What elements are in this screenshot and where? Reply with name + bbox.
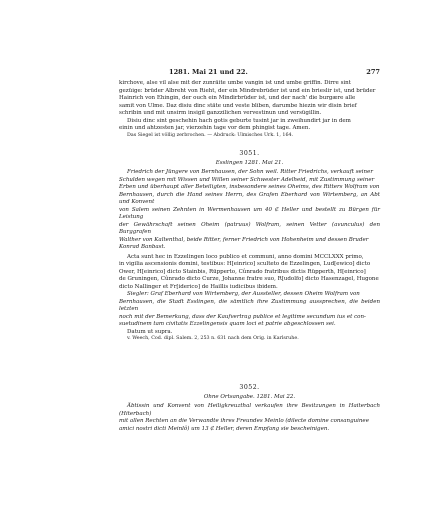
seal-description [119,291,380,329]
page-header [119,68,380,78]
document-body [119,254,380,292]
seal-note: Das Siegel ist völlig zerbrochen. — Abdruck: Ulmisches Urk. 1, 164. [127,132,294,138]
summary-line: amici nostri dicti Meinlô) um 13 ₡ Heller, deren Empfang sie bescheinigen. [119,425,330,432]
text-line: schribin und mit unsirm insigil ganzzilichen vervestinun und versügillin. [119,110,322,116]
summary-line: mit allen Rechten an die Verwandte ihres Freundes Meinlo (dilecte domine consanguinee [119,418,369,424]
summary-line: von Salem seinen Zehnten in Wermenhausen um 40 ₡ Heller und bestellt zu Bürgen für Leistung [119,206,380,220]
body-line: de Gruningen, Cûnrado dicto Curze, Johanne fratre suo, R[udolfo] dicto Hasenzagel, Hugone [119,276,379,282]
place-date: Esslingen 1281. Mai 21. [215,159,284,166]
summary-line: Erben und überhaupt aller Beteiligten, insbesondere seines Oheims, des Ritters Wolfram von [119,184,380,190]
summary-line: Konrad Banbast. [119,244,166,250]
document-3051 [119,150,380,342]
seal-line: Bernhausen, die Stadt Esslingen, die sämtlich ihre Zustimmung aussprechen, die beiden letzten [119,298,380,312]
text-line: gezüige: brüder Albreht von Rieht, der ein Mindrebrüder ist und ein brieslir ist, und brüder [119,87,376,94]
seal-line: suetudinem tam civitatis Ezzelingensis quam loci et patrie abgeschlossen sei. [119,321,336,327]
text-line: kirchove, alse vil alse mit der zunräite umbe vangin ist und umbe griffin. Dirre sint [119,80,351,86]
summary-line: Schulden wegen mit Wissen und Willen seiner Schwester Adelheid, mit Zustimmung seiner [119,176,375,183]
seal-line: Siegler: Graf Eberhard von Wirtemberg, der Aussteller, dessen Oheim Wolfram von [127,291,360,297]
summary-line: Friedrich der Jüngere von Bernhausen, der Sohn weil. Ritter Friedrichs, verkauft seiner [127,169,373,175]
body-line: dicto Nallinger et Fr[iderico] de Haillis iudicibus ibidem. [119,283,278,290]
text-line: Hainrich von Ehingin, der ouch ein Mindirbrüder ist, und der nach' die burgære alle [119,95,356,101]
body-line: Ower, H[einrico] dicto Stainbis, Rüpperto, Cûnrado fratribus dictis Rüpperth, H[einrico] [119,268,366,275]
page-number: 277 [366,68,380,76]
text-line: Disiu dinc sint geschehin hach gotis geburte tusint jar in zweihundirt jar in dem [127,117,351,124]
source-citation: v. Weech, Cod. dipl. Salem. 2, 253 n. 631 nach dem Orig. in Karlsruhe. [127,336,299,341]
previous-document-continuation [119,80,380,139]
seal-line: noch mit der Bemerkung, dass der Kaufvertrag publice et legitime secundum ius et con- [119,313,366,320]
regest-summary [119,403,380,433]
place-date: Ohne Ortsangabe. 1281. Mai 22. [203,393,296,400]
body-line: Acta sunt hec in Ezzelingen loco publico et communi, anno domini MCCLXXX primo, [127,253,364,260]
summary-line: Bernhausen, durch die Hand seines Herrn, des Grafen Eberhard von Wirtemberg, an Abt und Konvent [119,191,380,205]
summary-line: Äbtissin und Konvent von Heiligkreuzthal verkaufen ihre Besitzungen in Haiterbach (Hiterbach) [119,403,380,417]
regest-summary [119,169,380,252]
datum-line: Datum ut supra. [127,328,173,335]
summary-line: der Gewährschaft seinen Oheim (patruus) Wolfram, seinen Vetter (avunculus) den Burggrafen [119,221,380,235]
body-line: in vigilia ascensionis domini, testibus: H[einrico] sculteto de Ezzelingen, Lud[ewico] dicto [119,261,371,267]
document-number: 3052. [239,384,260,391]
summary-line: Walther von Kaltenthal, beide Ritter, ferner Friedrich von Hohenheim und dessen Bruder [119,236,369,243]
document-3052 [119,384,380,433]
text-line: samit von Ulme. Daz disiu dinc stäte und veste bliben, darumbe hiezin wir disin brief [119,102,357,109]
document-number: 3051. [239,150,260,157]
running-title: 1281. Mai 21 und 22. [169,68,248,76]
text-line: einin und ahtzesten jar, vierzehin tage vor dem phingist tage. Amen. [119,125,311,131]
